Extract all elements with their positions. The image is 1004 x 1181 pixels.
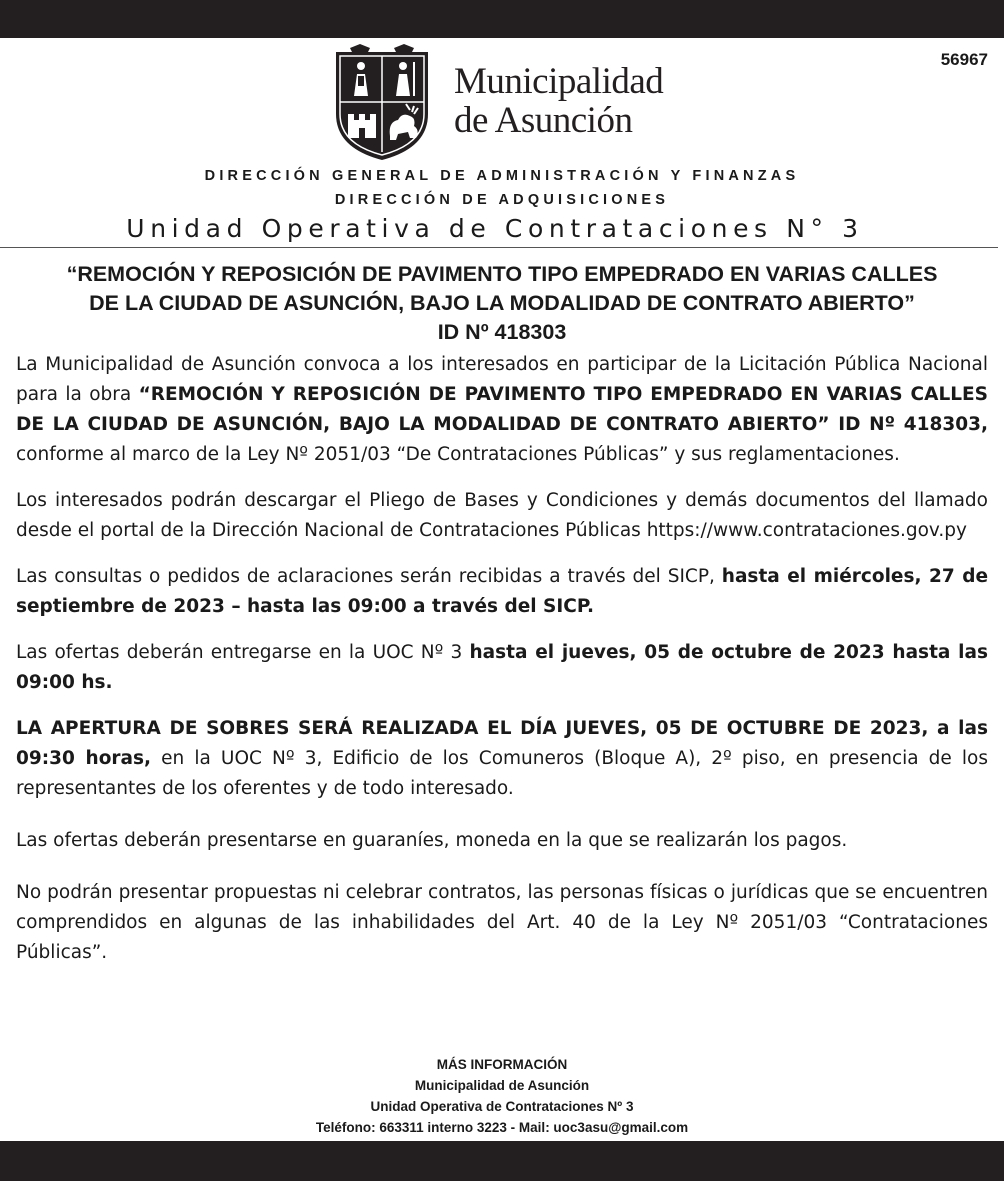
- municipality-name: [454, 62, 663, 140]
- title-id: ID Nº 418303: [437, 320, 567, 344]
- notice-body: [16, 350, 988, 984]
- footer-contact: Teléfono: 663311 interno 3223 - Mail: uoc3asu@gmail.com: [315, 1120, 689, 1135]
- text: en la UOC Nº 3, Edificio de los Comuneros (Bloque A), 2º piso, en presencia de los representantes de los oferentes y de todo interesado.: [16, 748, 988, 799]
- text: conforme al marco de la Ley Nº 2051/03 “De Contrataciones Públicas” y sus reglamentaciones.: [16, 444, 900, 465]
- paragraph-currency: Las ofertas deberán presentarse en guaraníes, moneda en la que se realizarán los pagos.: [16, 830, 848, 851]
- top-bar: [0, 0, 1004, 38]
- operational-unit: Unidad Operativa de Contrataciones N° 3: [126, 214, 864, 243]
- department-general: DIRECCIÓN GENERAL DE ADMINISTRACIÓN Y FINANZAS: [204, 168, 800, 184]
- municipality-name-line1: Municipalidad: [454, 61, 664, 102]
- bottom-bar: [0, 1141, 1004, 1181]
- ad-number: 56967: [940, 50, 988, 69]
- text: La Municipalidad de Asunción convoca a los interesados en participar de la Licitación Pública Nacional para la obra: [16, 354, 988, 405]
- paragraph-opening: [16, 714, 988, 804]
- text: Las consultas o pedidos de aclaraciones serán recibidas a través del SICP,: [16, 566, 722, 587]
- queries-deadline: hasta el miércoles, 27 de septiembre de 2023 – hasta las 09:00 a través del SICP.: [16, 566, 988, 617]
- footer-org: Municipalidad de Asunción: [414, 1078, 590, 1093]
- notice-title: [20, 260, 984, 347]
- project-name: “REMOCIÓN Y REPOSICIÓN DE PAVIMENTO TIPO EMPEDRADO EN VARIAS CALLES DE LA CIUDAD DE ASUNCIÓN, BAJO LA MODALIDAD DE CONTRATO ABIERTO” ID Nº 418303,: [16, 384, 988, 435]
- paragraph-invitation: [16, 350, 988, 470]
- opening-date: LA APERTURA DE SOBRES SERÁ REALIZADA EL DÍA JUEVES, 05 DE OCTUBRE DE 2023, a las 09:30 horas,: [16, 718, 988, 769]
- municipality-logo: [330, 44, 670, 162]
- department-acquisitions: DIRECCIÓN DE ADQUISICIONES: [334, 192, 670, 208]
- paragraph-queries: [16, 562, 988, 622]
- title-line-1: “REMOCIÓN Y REPOSICIÓN DE PAVIMENTO TIPO EMPEDRADO EN VARIAS CALLES: [66, 262, 938, 286]
- more-info-heading: MÁS INFORMACIÓN: [436, 1057, 568, 1072]
- title-line-2: DE LA CIUDAD DE ASUNCIÓN, BAJO LA MODALIDAD DE CONTRATO ABIERTO”: [89, 291, 915, 315]
- more-info-footer: [0, 1054, 1004, 1138]
- header-divider: [0, 247, 998, 248]
- offers-deadline: hasta el jueves, 05 de octubre de 2023 hasta las 09:00 hs.: [16, 642, 988, 693]
- text: Las ofertas deberán entregarse en la UOC Nº 3: [16, 642, 470, 663]
- paragraph-download: Los interesados podrán descargar el Pliego de Bases y Condiciones y demás documentos del llamado desde el portal de la Dirección Nacional de Contrataciones Públicas https://www.contrataciones.gov.py: [16, 490, 988, 541]
- municipality-name-line2: de Asunción: [454, 100, 633, 141]
- paragraph-restrictions: No podrán presentar propuestas ni celebrar contratos, las personas físicas o jurídicas que se encuentren comprendidos en algunas de las inhabilidades del Art. 40 de la Ley Nº 2051/03 “Contrataciones Públicas”.: [16, 882, 988, 963]
- paragraph-offers-delivery: [16, 638, 988, 698]
- footer-unit: Unidad Operativa de Contrataciones Nº 3: [370, 1099, 634, 1114]
- coat-of-arms-icon: [330, 44, 434, 162]
